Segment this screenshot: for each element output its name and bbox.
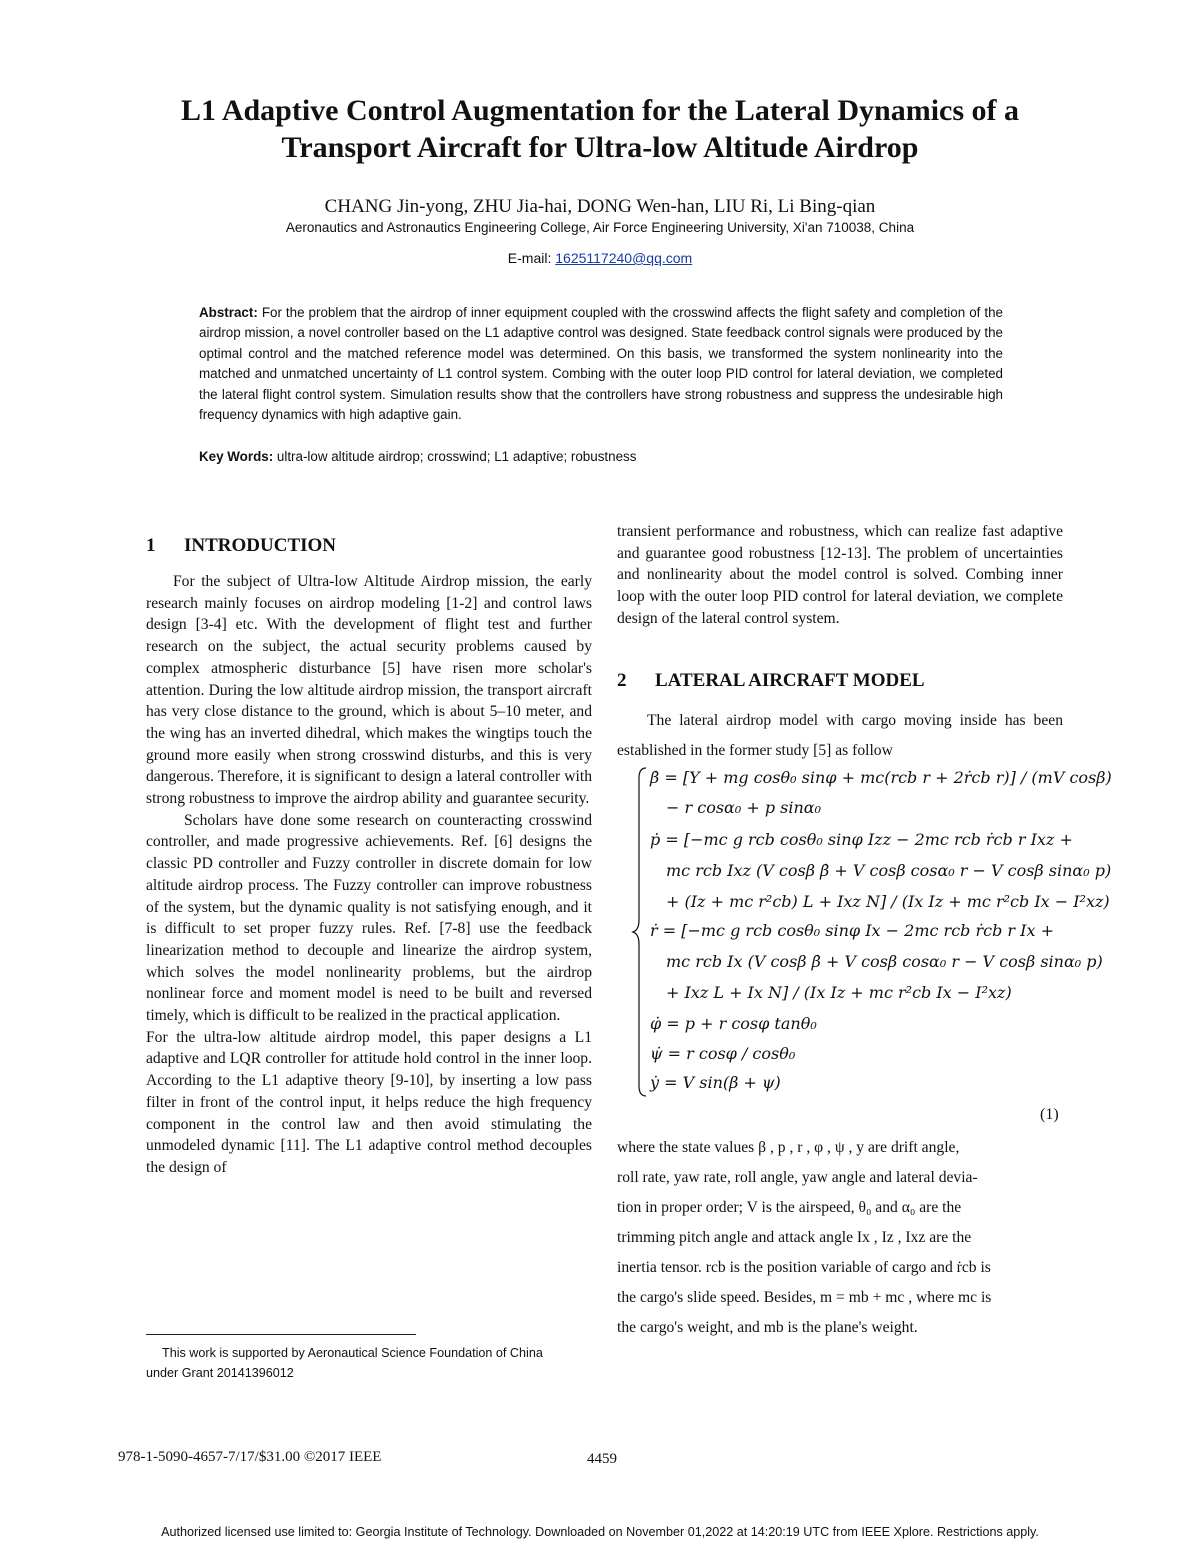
equation-number: (1) [1040,1106,1059,1123]
intro-paragraph-1: For the subject of Ultra-low Altitude Airdrop mission, the early research mainly focuses on airdrop modeling [1-2] and control laws design [3-4] etc. With the development of flight test and further research on the subject, the actual security problems caused by complex atmospheric disturbance [5] have risen more scholar's attention. During the low altitude airdrop mission, the transport aircraft has very close distance to the ground, which is about 5–10 meter, and the wing has an inverted dihedral, which makes the wingtips touch the ground more easily when strong crosswind disturbs, and this is very dangerous. Therefore, it is significant to design a lateral controller with strong robustness to improve the airdrop ability and guarantee security. [146,573,592,808]
equation-line: + (Iz + mc r²cb) L + Ixz N] / (Ix Iz + mc r²cb Ix − I²xz) [666,892,1110,911]
title-line-1: L1 Adaptive Control Augmentation for the Lateral Dynamics of a [180,94,1020,127]
left-column [146,571,592,1179]
paper-title [100,92,1100,166]
title-line-2: Transport Aircraft for Ultra-low Altitude Airdrop [281,131,919,164]
equation-line: − r cosα₀ + p sinα₀ [666,798,822,817]
abstract [199,303,1003,425]
section-title: LATERAL AIRCRAFT MODEL [655,670,925,691]
abstract-label: Abstract: [199,305,258,320]
footnote [146,1344,592,1383]
model-paragraph-1: The lateral airdrop model with cargo moving inside has been established in the former study [5] as follow [617,712,1063,759]
equation-line: + Ixz L + Ix N] / (Ix Iz + mc r²cb Ix − I²xz) [666,983,1012,1002]
email-link[interactable]: 1625117240@qq.com [555,250,693,266]
equation-line: β̇ = [Y + mg cosθ₀ sinφ + mc(rcb r + 2ṙcb r)] / (mV cosβ) [650,768,1112,787]
left-brace [630,762,650,1102]
model-paragraph-2 [617,1133,1067,1343]
equation-line: ẏ = V sin(β + ψ) [650,1073,781,1092]
footnote-line-2: under Grant 20141396012 [146,1365,294,1380]
email-label: E-mail: [507,250,552,266]
text-line: where the state values β , p , r , φ , ψ , y are drift angle, [617,1139,960,1156]
equation-line: ψ̇ = r cosφ / cosθ₀ [650,1044,796,1063]
author-list: CHANG Jin-yong, ZHU Jia-hai, DONG Wen-han, LIU Ri, Li Bing-qian [324,196,876,217]
abstract-text: For the problem that the airdrop of inner equipment coupled with the crosswind affects the flight safety and completion of the airdrop mission, a novel controller based on the L1 adaptive control was designed. State feedback control signals were produced by the optimal control and the matched reference model was determined. On this basis, we transformed the system nonlinearity into the matched and unmatched uncertainty of L1 control system. Combing with the outer loop PID control for lateral deviation, we completed the lateral flight control system. Simulation results show that the controllers have strong robustness and suppress the undesirable high frequency dynamics with high adaptive gain. [199,305,1003,423]
equation-line: mc rcb Ixz (V cosβ β̇ + V cosβ cosα₀ r − V cosβ sinα₀ p) [666,861,1112,880]
copyright-notice: 978-1-5090-4657-7/17/$31.00 ©2017 IEEE [118,1449,382,1465]
intro-paragraph-2: Scholars have done some research on counteracting crosswind controller, and made progressive achievements. Ref. [6] designs the classic PD controller and Fuzzy controller in discrete domain for low altitude airdrop process. The Fuzzy controller can improve robustness of the system, but the dynamic quality is not satisfying enough, and it is difficult to set proper fuzzy rules. Ref. [7-8] use the feedback linearization method to decouple and linearize the airdrop system, which solves the model nonlinearity problems, but the airdrop nonlinear force and moment model is need to be built and reversed timely, which is difficult to be realized in the practical application. [146,811,592,1025]
footnote-line-1: This work is supported by Aeronautical Science Foundation of China [162,1346,543,1360]
intro-paragraph-3: For the ultra-low altitude airdrop model, this paper designs a L1 adaptive and LQR controller for attitude hold control in the inner loop. According to the L1 adaptive theory [9-10], by inserting a low pass filter in front of the control input, it helps reduce the high frequency component in the control law and then avoid stimulating the unmodeled dynamic [11]. The L1 adaptive control method decouples the design of [146,1028,592,1176]
keywords-label: Key Words: [199,449,274,464]
authorized-use-notice: Authorized licensed use limited to: Georgia Institute of Technology. Downloaded on November 01,2022 at 14:20:19 UTC from IEEE Xplore. Restrictions apply. [161,1525,1039,1539]
equation-line: ṙ = [−mc g rcb cosθ₀ sinφ Ix − 2mc rcb ṙcb r Ix + [650,921,1054,940]
keywords-text: ultra-low altitude airdrop; crosswind; L1 adaptive; robustness [276,449,637,464]
footnote-rule [146,1334,416,1335]
text-line: the cargo's weight, and mb is the plane's weight. [617,1319,918,1336]
section-heading-1 [146,535,336,557]
equation-system [630,762,1112,1102]
section-number: 1 [146,535,156,556]
section-number: 2 [617,670,627,691]
text-line: trimming pitch angle and attack angle Ix , Iz , Ixz are the [617,1229,972,1246]
equation-line: φ̇ = p + r cosφ tanθ₀ [650,1014,817,1033]
affiliation: Aeronautics and Astronautics Engineering College, Air Force Engineering University, Xi'an 710038, China [285,220,915,235]
intro-paragraph-4: transient performance and robustness, which can realize fast adaptive and guarantee good robustness [12-13]. The problem of uncertainties and nonlinearity about the model control is solved. Combing inner loop with the outer loop PID control for lateral deviation, we complete design of the lateral control system. [617,523,1063,627]
page-number: 4459 [587,1451,617,1467]
equation-line: ṗ = [−mc g rcb cosθ₀ sinφ Izz − 2mc rcb ṙcb r Ixz + [650,830,1073,849]
text-line: tion in proper order; V is the airspeed, θ₀ and α₀ are the [617,1199,962,1216]
section-heading-2 [617,670,925,692]
section-title: INTRODUCTION [184,535,337,556]
text-line: roll rate, yaw rate, roll angle, yaw angle and lateral devia- [617,1169,978,1186]
equation-line: mc rcb Ix (V cosβ β̇ + V cosβ cosα₀ r − V cosβ sinα₀ p) [666,952,1103,971]
keywords [199,449,1003,464]
text-line: inertia tensor. rcb is the position variable of cargo and ṙcb is [617,1259,991,1276]
email-line [100,250,1100,266]
text-line: the cargo's slide speed. Besides, m = mb + mc , where mc is [617,1289,992,1306]
right-column-top [617,521,1063,630]
